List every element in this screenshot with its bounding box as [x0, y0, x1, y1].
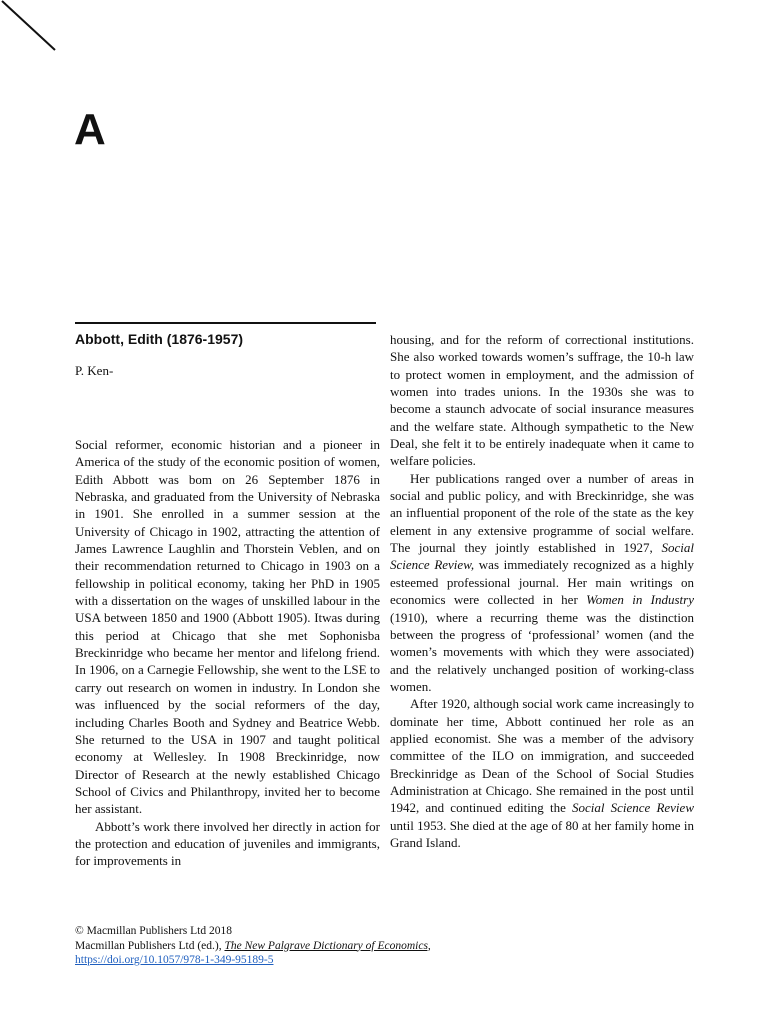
- title-rule: [75, 322, 376, 324]
- publisher-text: Macmillan Publishers Ltd (ed.),: [75, 939, 222, 952]
- left-paragraph-2: Abbott’s work there involved her directly in action for the protection and education of juveniles and immigrants, for improvements in: [75, 818, 380, 869]
- left-column: [75, 436, 380, 870]
- journal-title: Social Science Review: [571, 800, 694, 816]
- section-letter: A: [74, 105, 106, 154]
- paragraph-text: (1910), where a recurring theme was the distinction between the progress of ‘professional’ women (and the women’s movements with which they were associated) and the relatively unchanged position of working-class women.: [390, 609, 694, 694]
- paragraph-text: until 1953. She died at the age of 80 at her family home in Grand Island.: [390, 817, 694, 850]
- right-paragraph-2: [390, 470, 694, 695]
- paragraph-text: Her publications ranged over a number of areas in social and public policy, and with Breckinridge, she was an influential proponent of the role of the state as the key element in any extensive programme of social welfare. The journal they jointly established in 1927,: [390, 470, 694, 556]
- entry-title: Abbott, Edith (1876-1957): [75, 331, 244, 347]
- citation-line: [75, 939, 431, 954]
- corner-diagonal-line: [0, 0, 60, 56]
- book-title: Women in Industry: [586, 592, 694, 608]
- doi-link[interactable]: https://doi.org/10.1057/978-1-349-95189-5: [75, 954, 274, 966]
- author-name: P. Ken-: [75, 363, 114, 378]
- right-paragraph-3: [390, 695, 694, 851]
- paragraph-text: After 1920, although social work came increasingly to dominate her time, Abbott continued her role as an applied economist. She was a member of the advisory committee of the ILO on immigration, and succeeded Breckinridge as Dean of the School of Social Studies Administration at Chicago. She remained in the post until 1942, and continued editing the: [390, 696, 694, 816]
- right-paragraph-1: housing, and for the reform of correctional institutions. She also worked towards women’s suffrage, the 10-h law to protect women in employment, and the admission of women into trades unions. In the 1930s she was to become a staunch advocate of social insurance measures and the welfare state. Although sympathetic to the New Deal, she felt it to be entirely inadequate when it came to welfare policies.: [390, 332, 694, 469]
- copyright-line: © Macmillan Publishers Ltd 2018: [75, 925, 232, 937]
- left-paragraph-1: Social reformer, economic historian and a pioneer in America of the study of the economic position of women, Edith Abbott was bom on 26 September 1876 in Nebraska, and graduated from the University of Nebraska in 1901. She enrolled in a summer session at the University of Chicago in 1902, attracting the attention of James Lawrence Laughlin and Thorstein Veblen, and on their recommendation returned to Chicago in 1903 on a fellowship in political economy, taking her PhD in 1905 with a dissertation on the wages of unskilled labour in the USA between 1850 and 1900 (Abbott 1905). Itwas during this period at Chicago that she met Sophonisba Breckinridge who became her mentor and lifelong friend. In 1906, on a Carnegie Fellowship, she went to the LSE to carry out research on women in industry. In London she was influenced by the social reformers of the day, including Charles Booth and Sydney and Beatrice Webb. She returned to the USA in 1907 and taught political economy at Wellesley. In 1908 Breckinridge, now Director of Research at the newly established Chicago School of Civics and Philanthropy, invited her to become her assistant.: [75, 437, 380, 817]
- footer: [75, 924, 431, 968]
- right-column: [390, 331, 694, 851]
- paragraph-text: was immediately recognized as a highly esteemed professional journal. Her main writings on economics were collected in her: [390, 557, 695, 608]
- journal-title: Social Science Review,: [390, 540, 694, 573]
- dictionary-title: The New Palgrave Dictionary of Economics,: [224, 939, 431, 952]
